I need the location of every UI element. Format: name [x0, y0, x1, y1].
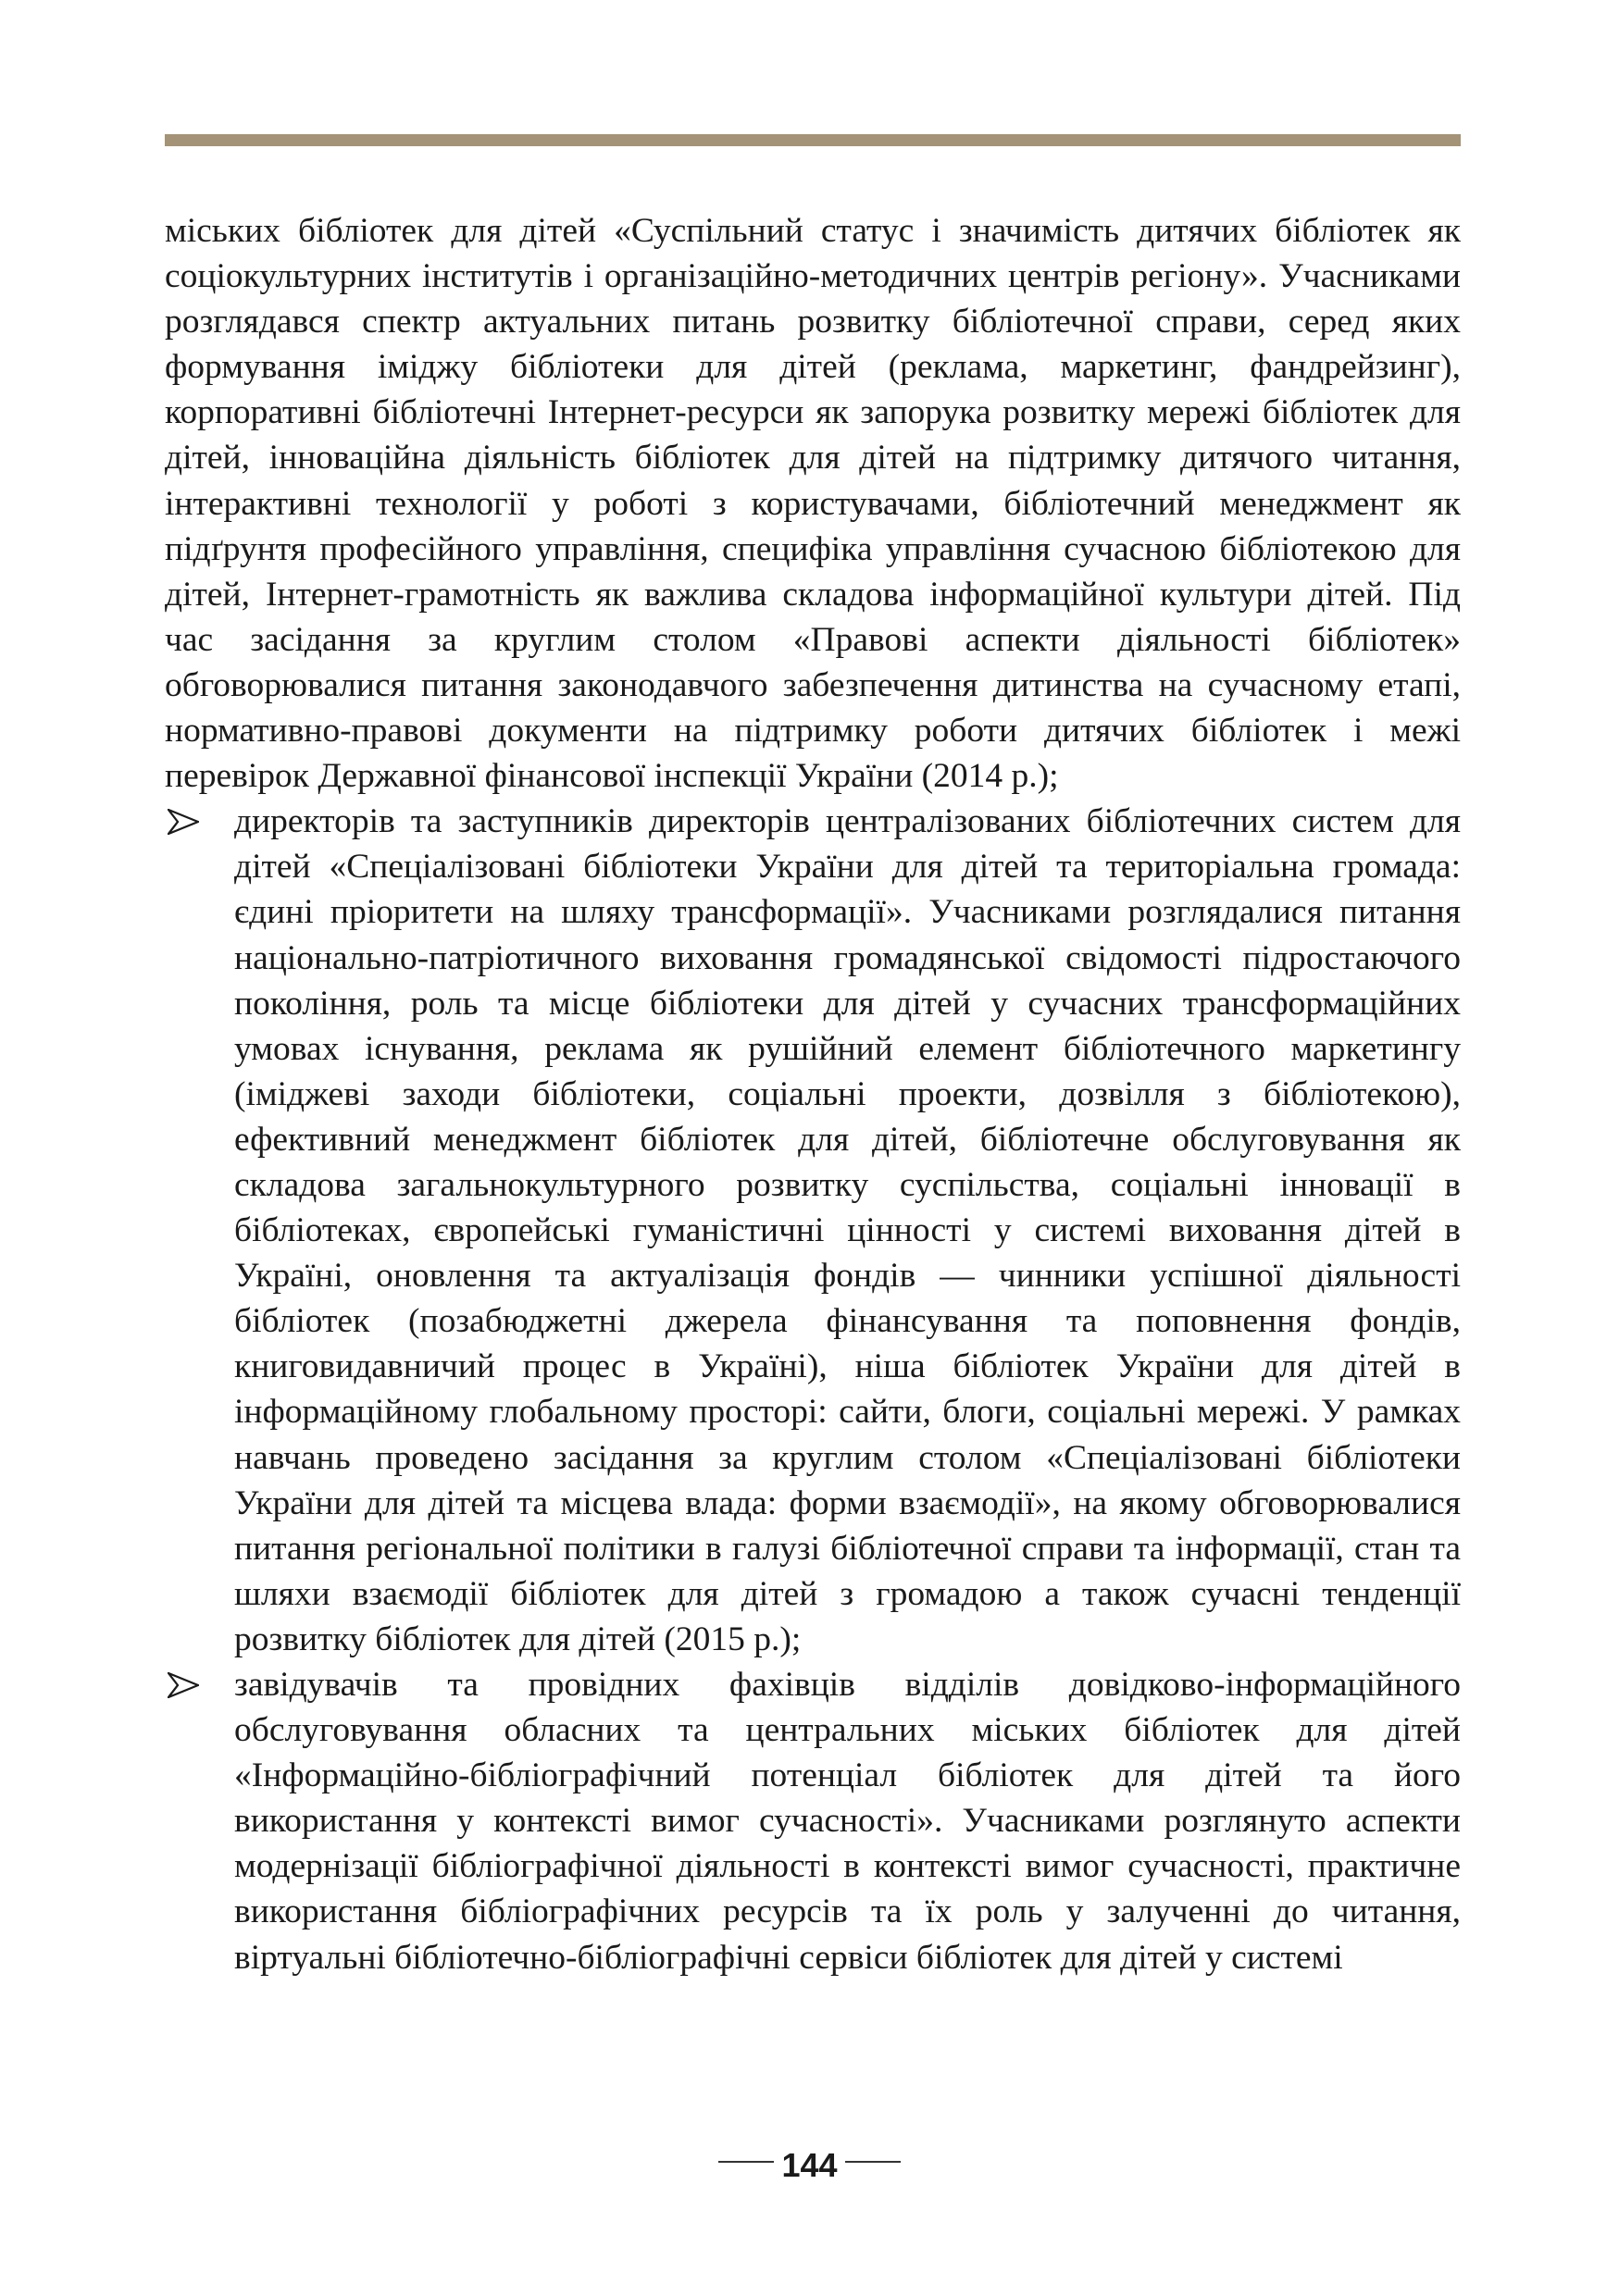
page-body	[165, 208, 1461, 1980]
footer-rule-right	[845, 2161, 901, 2163]
bullet-text: директорів та заступників директорів централізованих бібліотечних систем для дітей «Спеціалізовані бібліотеки України для дітей та територіальна громада: єдині пріоритети на шляху трансформації». Учасниками розглядалися питання національно-патріотичного виховання громадянської свідомості підростаючого покоління, роль та місце бібліотеки для дітей у сучасних трансформаційних умовах існування, реклама як рушійний елемент бібліотечного маркетингу (іміджеві заходи бібліотеки, соціальні проекти, дозвілля з бібліотекою), ефективний менеджмент бібліотек для дітей, бібліотечне обслуговування як складова загальнокультурного розвитку суспільства, соціальні інновації в бібліотеках, європейські гуманістичні цінності у системі виховання дітей в Україні, оновлення та актуалізація фондів — чинники успішної діяльності бібліотек (позабюджетні джерела фінансування та поповнення фондів, книговидавничий процес в Україні), ніша бібліотек України для дітей в інформаційному глобальному просторі: сайти, блоги, соціальні мережі. У рамках навчань проведено засідання за круглим столом «Спеціалізовані бібліотеки України для дітей та місцева влада: форми взаємодії», на якому обговорювалися питання регіональної політики в галузі бібліотечної справи та інформації, стан та шляхи взаємодії бібліотек для дітей з громадою а також сучасні тенденції розвитку бібліотек для дітей (2015 р.);	[234, 802, 1461, 1658]
bullet-item-2	[165, 1662, 1461, 1980]
header-rule	[165, 134, 1461, 146]
bullet-item-1	[165, 799, 1461, 1662]
arrowhead-bullet-icon	[168, 799, 199, 844]
arrowhead-bullet-icon	[168, 1662, 199, 1707]
bullet-text: завідувачів та провідних фахівців відділів довідково-інформаційного обслуговування обласних та центральних міських бібліотек для дітей «Інформаційно-бібліографічний потенціал бібліотек для дітей та його використання у контексті вимог сучасності». Учасниками розглянуто аспекти модернізації бібліографічної діяльності в контексті вимог сучасності, практичне використання бібліографічних ресурсів та їх роль у залученні до читання, віртуальні бібліотечно-бібліографічні сервіси бібліотек для дітей у системі	[234, 1666, 1461, 1977]
page-footer	[0, 2147, 1619, 2184]
footer-rule-left	[718, 2161, 774, 2163]
page-number: 144	[781, 2146, 838, 2184]
paragraph-intro: міських бібліотек для дітей «Суспільний статус і значимість дитячих бібліотек як соціокультурних інститутів і організаційно-методичних центрів регіону». Учасниками розглядався спектр актуальних питань розвитку бібліотечної справи, серед яких формування іміджу бібліотеки для дітей (реклама, маркетинг, фандрейзинг), корпоративні бібліотечні Інтернет-ресурси як запорука розвитку мережі бібліотек для дітей, інноваційна діяльність бібліотек для дітей на підтримку дитячого читання, інтерактивні технології у роботі з користувачами, бібліотечний менеджмент як підґрунтя професійного управління, специфіка управління сучасною бібліотекою для дітей, Інтернет-грамотність як важлива складова інформаційної культури дітей. Під час засідання за круглим столом «Правові аспекти діяльності бібліотек» обговорювалися питання законодавчого забезпечення дитинства на сучасному етапі, нормативно-правові документи на підтримку роботи дитячих бібліотек і межі перевірок Державної фінансової інспекції України (2014 р.);	[165, 212, 1461, 796]
